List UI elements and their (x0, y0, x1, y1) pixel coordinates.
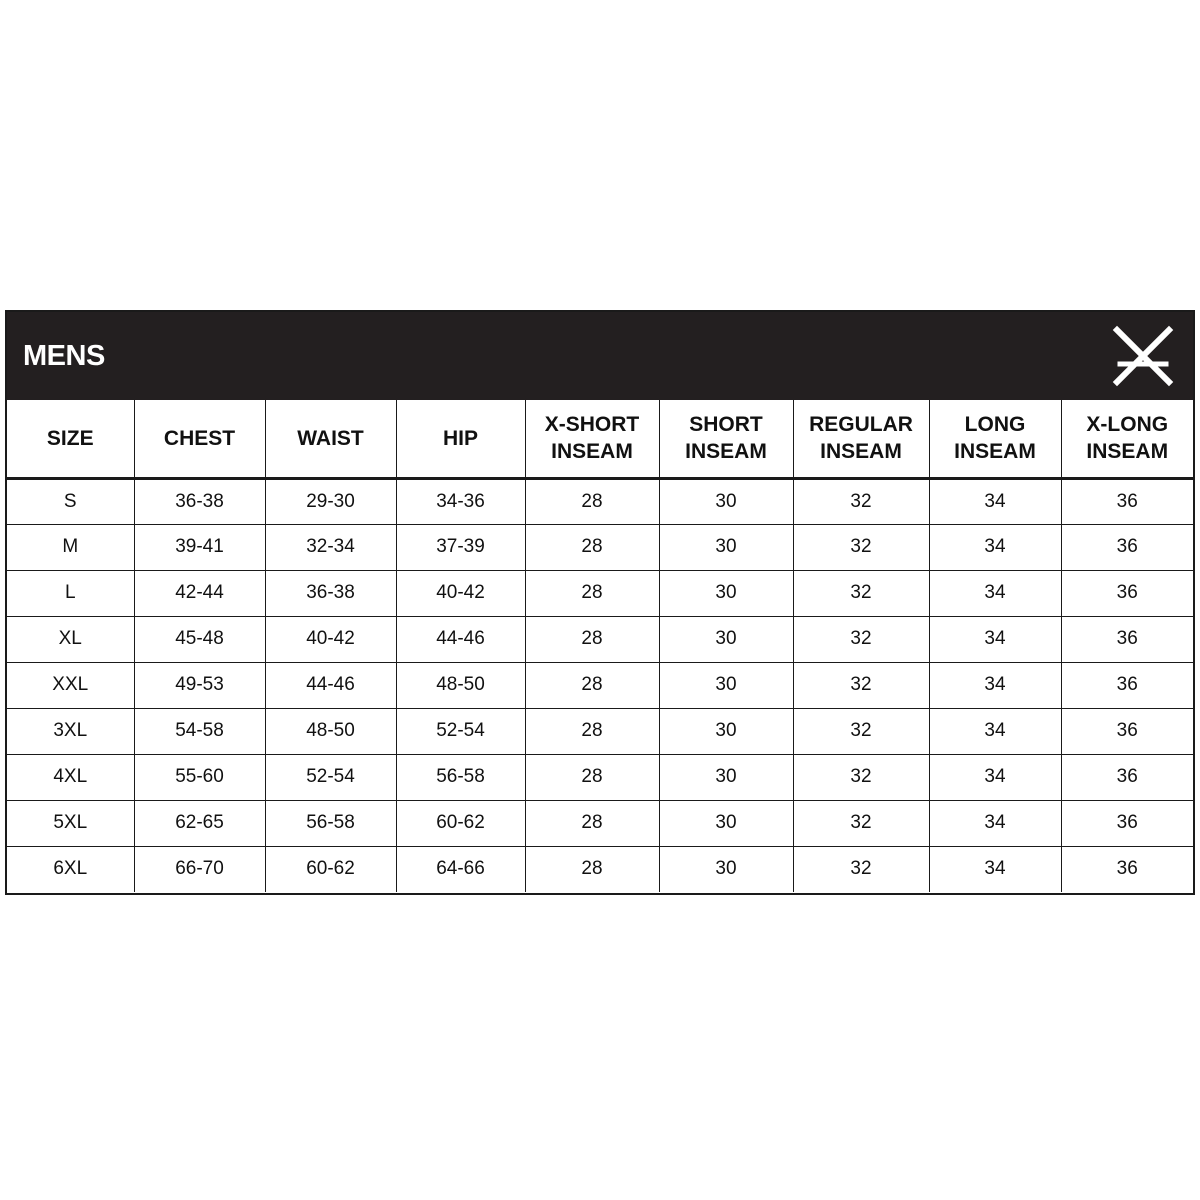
table-cell: 28 (525, 846, 659, 892)
table-cell: 28 (525, 570, 659, 616)
column-header-label: X-LONG (1086, 413, 1169, 437)
table-cell: 49-53 (134, 662, 265, 708)
column-header-sublabel: INSEAM (1086, 440, 1169, 464)
table-cell: 40-42 (265, 616, 396, 662)
table-cell: 52-54 (265, 754, 396, 800)
table-cell: 56-58 (396, 754, 525, 800)
size-cell: 3XL (7, 708, 134, 754)
table-cell: 28 (525, 708, 659, 754)
table-row (7, 616, 1193, 662)
table-cell: 30 (659, 846, 793, 892)
table-cell: 42-44 (134, 570, 265, 616)
table-cell: 30 (659, 800, 793, 846)
column-header (793, 400, 929, 478)
table-cell: 34 (929, 616, 1061, 662)
column-header (7, 400, 134, 478)
table-cell: 32 (793, 478, 929, 524)
column-header (659, 400, 793, 478)
column-header-label: WAIST (297, 426, 364, 450)
table-row (7, 478, 1193, 524)
table-row (7, 570, 1193, 616)
table-cell: 36 (1061, 570, 1193, 616)
table-cell: 30 (659, 524, 793, 570)
chart-title: MENS (23, 340, 105, 372)
size-cell: 5XL (7, 800, 134, 846)
table-cell: 60-62 (396, 800, 525, 846)
table-cell: 56-58 (265, 800, 396, 846)
table-cell: 32 (793, 570, 929, 616)
table-cell: 44-46 (396, 616, 525, 662)
table-cell: 34-36 (396, 478, 525, 524)
table-body (7, 478, 1193, 892)
size-cell: XXL (7, 662, 134, 708)
table-cell: 45-48 (134, 616, 265, 662)
size-cell: 6XL (53, 858, 88, 880)
column-header-label: SIZE (46, 426, 94, 450)
table-cell: 32-34 (265, 524, 396, 570)
size-cell: XL (7, 616, 134, 662)
column-header (525, 400, 659, 478)
table-cell: 28 (525, 800, 659, 846)
table-cell: 40-42 (396, 570, 525, 616)
size-cell: 4XL (7, 754, 134, 800)
table-cell: 32 (793, 662, 929, 708)
table-cell: 28 (525, 662, 659, 708)
size-chart (5, 310, 1195, 895)
table-cell: 34 (929, 570, 1061, 616)
column-header (1061, 400, 1193, 478)
column-header (265, 400, 396, 478)
table-cell: 30 (659, 708, 793, 754)
size-cell: M (7, 524, 134, 570)
table-cell: 30 (659, 662, 793, 708)
table-cell: 34 (929, 800, 1061, 846)
table-cell: 34 (929, 524, 1061, 570)
table-cell: 30 (659, 754, 793, 800)
column-header-sublabel: INSEAM (954, 440, 1036, 464)
column-header-label: X-SHORT (544, 413, 640, 437)
table-cell: 34 (929, 846, 1061, 892)
table-cell: 36 (1061, 846, 1193, 892)
column-header-sublabel: INSEAM (820, 440, 902, 464)
table-cell: 32 (793, 524, 929, 570)
table-cell: 32 (793, 754, 929, 800)
table-cell: 36-38 (265, 570, 396, 616)
column-header (134, 400, 265, 478)
table-cell: 34 (929, 754, 1061, 800)
table-row (7, 754, 1193, 800)
table-cell: 28 (525, 754, 659, 800)
table-cell: 36 (1061, 800, 1193, 846)
table-cell: 28 (525, 478, 659, 524)
table-cell: 36 (1061, 478, 1193, 524)
table-cell: 48-50 (396, 662, 525, 708)
table-row (7, 524, 1193, 570)
table-cell: 36 (1061, 616, 1193, 662)
table-row (7, 708, 1193, 754)
table-row (7, 662, 1193, 708)
table-cell: 60-62 (265, 846, 396, 892)
column-header-label: HIP (442, 426, 478, 450)
table-cell: 39-41 (134, 524, 265, 570)
table-cell: 32 (793, 800, 929, 846)
table-cell: 64-66 (396, 846, 525, 892)
column-header (396, 400, 525, 478)
chart-banner (7, 312, 1193, 400)
column-header-label: CHEST (163, 426, 236, 450)
table-cell: 36 (1061, 662, 1193, 708)
table-cell: 30 (659, 570, 793, 616)
table-row (7, 846, 1193, 892)
table-cell: 54-58 (134, 708, 265, 754)
table-cell: 62-65 (134, 800, 265, 846)
column-header-label: SHORT (689, 413, 763, 437)
size-table (7, 400, 1193, 892)
size-cell: L (7, 570, 134, 616)
table-cell: 30 (659, 478, 793, 524)
column-header-label: LONG (964, 413, 1026, 437)
brand-logo-icon (1111, 324, 1175, 388)
column-header-sublabel: INSEAM (685, 440, 767, 464)
table-cell: 66-70 (134, 846, 265, 892)
size-cell: S (7, 478, 134, 524)
table-cell: 52-54 (396, 708, 525, 754)
table-cell: 55-60 (134, 754, 265, 800)
table-row (7, 800, 1193, 846)
table-cell: 44-46 (265, 662, 396, 708)
table-cell: 29-30 (265, 478, 396, 524)
table-cell: 36-38 (134, 478, 265, 524)
table-cell: 48-50 (265, 708, 396, 754)
table-cell: 36 (1061, 524, 1193, 570)
table-cell: 28 (525, 524, 659, 570)
table-cell: 37-39 (396, 524, 525, 570)
table-cell: 32 (793, 616, 929, 662)
table-cell: 32 (793, 708, 929, 754)
table-cell: 28 (525, 616, 659, 662)
table-cell: 34 (929, 478, 1061, 524)
column-header (929, 400, 1061, 478)
column-header-sublabel: INSEAM (551, 440, 633, 464)
header-row (7, 400, 1193, 478)
table-cell: 36 (1061, 708, 1193, 754)
table-cell: 34 (929, 708, 1061, 754)
table-cell: 32 (793, 846, 929, 892)
table-cell: 34 (929, 662, 1061, 708)
table-cell: 30 (659, 616, 793, 662)
table-cell: 36 (1061, 754, 1193, 800)
column-header-label: REGULAR (809, 413, 913, 437)
